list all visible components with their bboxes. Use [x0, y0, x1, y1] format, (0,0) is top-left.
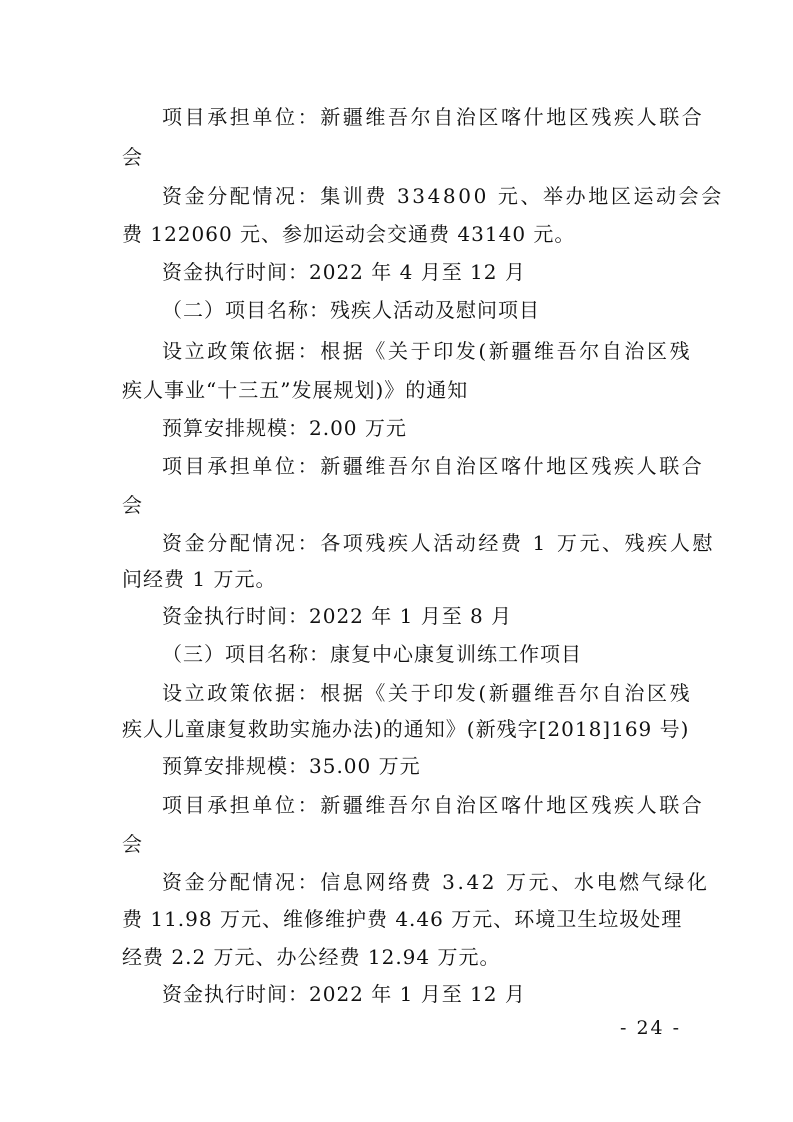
text-line: 预算安排规模：2.00 万元: [162, 416, 407, 440]
section-heading: （三）项目名称：康复中心康复训练工作项目: [162, 642, 582, 666]
text-line: 疾人儿童康复救助实施办法)的通知》(新残字[2018]169 号): [122, 717, 690, 741]
text-line: 设立政策依据：根据《关于印发(新疆维吾尔自治区残: [162, 339, 693, 363]
text-line: 疾人事业“十三五”发展规划)》的通知: [122, 378, 469, 402]
text-line: 资金分配情况：信息网络费 3.42 万元、水电燃气绿化: [162, 870, 710, 894]
section-heading: （二）项目名称：残疾人活动及慰问项目: [162, 298, 540, 322]
text-line: 费 11.98 万元、维修维护费 4.46 万元、环境卫生垃圾处理: [122, 907, 683, 931]
text-line: 资金分配情况：集训费 334800 元、举办地区运动会会: [162, 184, 724, 208]
text-line: 会: [122, 493, 143, 517]
text-line: 经费 2.2 万元、办公经费 12.94 万元。: [122, 945, 501, 969]
text-line: 设立政策依据：根据《关于印发(新疆维吾尔自治区残: [162, 681, 693, 705]
text-line: 资金分配情况：各项残疾人活动经费 1 万元、残疾人慰: [162, 531, 716, 555]
page-number: - 24 -: [620, 1017, 682, 1039]
text-line: 会: [122, 145, 143, 169]
text-line: 项目承担单位：新疆维吾尔自治区喀什地区残疾人联合: [162, 793, 705, 817]
text-line: 问经费 1 万元。: [122, 567, 277, 591]
text-line: 会: [122, 832, 143, 856]
text-line: 费 122060 元、参加运动会交通费 43140 元。: [122, 222, 576, 246]
text-line: 预算安排规模：35.00 万元: [162, 754, 421, 778]
text-line: 资金执行时间：2022 年 4 月至 12 月: [162, 260, 526, 284]
text-line: 项目承担单位：新疆维吾尔自治区喀什地区残疾人联合: [162, 454, 705, 478]
text-line: 资金执行时间：2022 年 1 月至 12 月: [162, 982, 526, 1006]
text-line: 项目承担单位：新疆维吾尔自治区喀什地区残疾人联合: [162, 105, 705, 129]
text-line: 资金执行时间：2022 年 1 月至 8 月: [162, 604, 513, 628]
